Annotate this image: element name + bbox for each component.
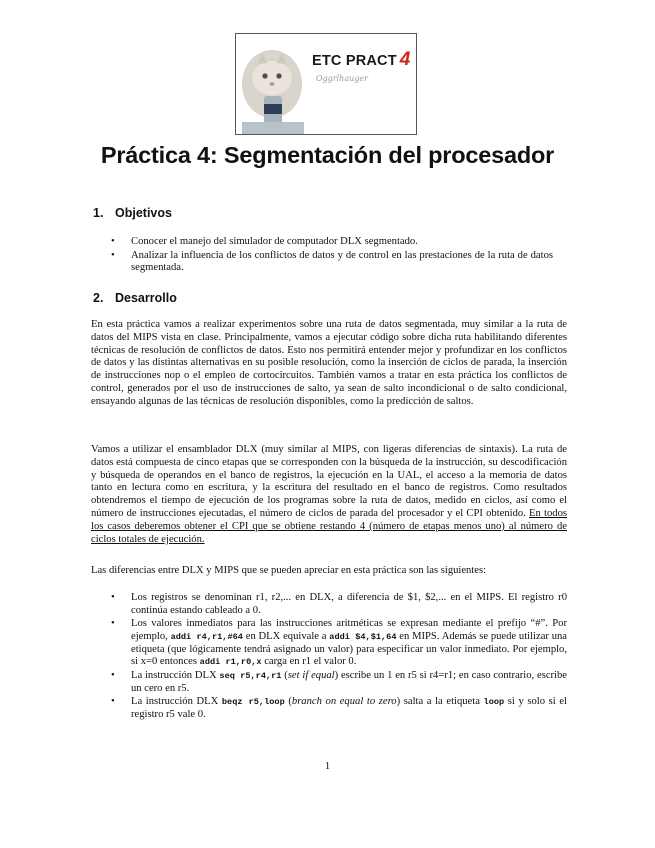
text-fragment: (	[284, 696, 292, 708]
text-fragment: La instrucción DLX	[131, 669, 220, 681]
text-fragment: ) escribe un 1 en r5 si r4=r1; en caso contrario, escribe un cero en r5.	[131, 669, 567, 694]
list-item: • Los registros se denominan r1, r2,... en DLX, a diferencia de $1, $2,... en el MIPS. El registro r0 continúa estando cableado a 0.	[111, 592, 567, 617]
page-number: 1	[324, 760, 331, 772]
text-fragment: carga en r1 el valor 0.	[261, 656, 357, 668]
code-snippet: addi r1,r0,x	[199, 657, 262, 668]
banner-signature: Oggrlhauger	[316, 74, 368, 83]
section-title: Objetivos	[115, 206, 172, 220]
banner-title-number: 4	[399, 49, 411, 70]
list-item: • Conocer el manejo del simulador de computador DLX segmentado.	[111, 236, 553, 249]
text-fragment: en DLX equivale a	[242, 630, 330, 642]
page-title: Práctica 4: Segmentación del procesador	[100, 142, 555, 168]
code-snippet: addi r4,r1,#64	[170, 631, 243, 642]
section-heading-objetivos	[93, 206, 172, 220]
paragraph-dlx	[91, 444, 567, 546]
paragraph-intro: En esta práctica vamos a realizar experimentos sobre una ruta de datos segmentada, muy similar a la ruta de datos del MIPS vista en clase. Principalmente, vamos a ejecutar código sobre dicha ruta habilitando diferentes técnicas de resolución de conflictos de datos. Esto nos permitirá entender mejor y profundizar en los conflictos de datos y las distintas alternativas en su posible resolución, como la inserción de ciclos de parada, la inserción de instrucciones nop o el empleo de cortocircuitos. También vamos a tratar en esta práctica los conflictos de control, generados por el uso de instrucciones de salto, ya sean de salto incondicional o de salto condicional, ensayando algunas de las técnicas de resolución disponibles, como la predicción de saltos.	[91, 319, 567, 407]
banner-title-text: ETC PRACT	[312, 53, 397, 69]
section-heading-desarrollo	[93, 291, 177, 305]
section-number: 1.	[93, 206, 104, 220]
differences-list	[111, 592, 567, 723]
code-snippet: addi $4,$1,64	[329, 631, 397, 642]
text-fragment: Los valores inmediatos para las instrucciones aritméticas se expresan mediante el prefijo “#”. Por ejemplo,	[131, 618, 567, 642]
text-fragment: La instrucción DLX	[131, 696, 222, 708]
text-fragment: ) salta a la etiqueta	[396, 696, 484, 708]
banner-title	[312, 49, 411, 71]
underlined-note: En todos los casos deberemos obtener el CPI que se obtiene restando 4 (número de etapas menos uno) al número de ciclos totales de ejecución.	[91, 507, 567, 545]
text-fragment: (	[281, 669, 288, 681]
header-banner-image	[235, 33, 417, 135]
section-number: 2.	[93, 291, 104, 305]
italic-term: branch on equal to zero	[291, 696, 397, 708]
code-snippet: seq r5,r4,r1	[219, 670, 282, 681]
section-title: Desarrollo	[115, 291, 177, 305]
list-item	[111, 618, 567, 668]
code-snippet: loop	[483, 697, 505, 708]
text-fragment: si y solo si el registro r5 vale 0.	[131, 696, 567, 720]
paragraph-differences: Las diferencias entre DLX y MIPS que se pueden apreciar en esta práctica son las siguientes:	[91, 565, 487, 576]
list-item: • Analizar la influencia de los conflictos de datos y de control en las prestaciones de la ruta de datos segmentada.	[111, 250, 553, 275]
italic-term: set if equal	[287, 669, 335, 681]
code-snippet: beqz r5,loop	[221, 697, 285, 708]
paragraph-dlx-text: Vamos a utilizar el ensamblador DLX (muy similar al MIPS, con ligeras diferencias de sintaxis). La ruta de datos está compuesta de cinco etapas que se corresponden con la búsqueda de la instrucción, su descodificación y búsqueda de operandos en el banco de registros, la ejecución en la UAL, el acceso a la memoria de datos tanto en lectura como en escritura, y la escritura del resultado en el banco de registros. Como resultados obtendremos el tiempo de ejecución de los programas sobre la ruta de datos, medido en ciclos, así como el número de instrucciones ejecutadas, el número de ciclos de parada del procesador y el CPI obtenido.	[91, 444, 567, 519]
list-item	[111, 696, 567, 721]
list-item	[111, 670, 567, 695]
text-fragment: en MIPS. Además se puede utilizar una etiqueta (que lógicamente tendrá asignado un valor) para especificar un valor inmediato. Por ejemplo, si x=0 entonces	[131, 630, 568, 668]
objectives-list	[111, 236, 553, 276]
